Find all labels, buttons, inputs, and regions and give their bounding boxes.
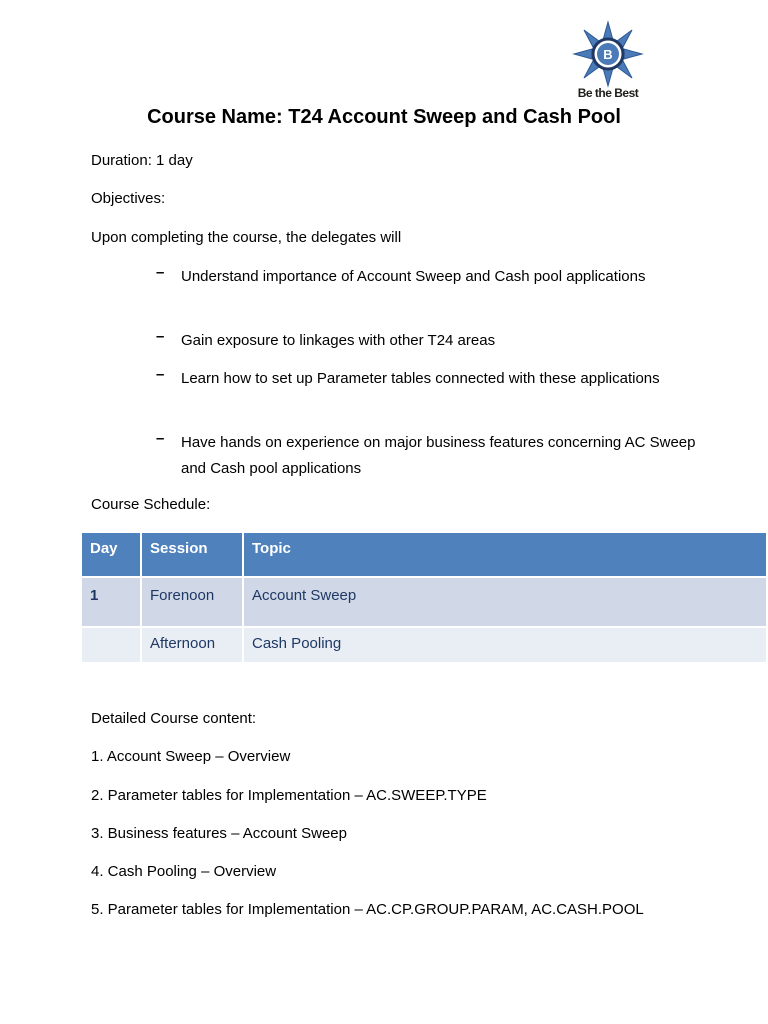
list-item: 1. Account Sweep – Overview	[91, 748, 291, 765]
bullet-item: Gain exposure to linkages with other T24 areas	[181, 332, 496, 349]
table-header-topic: Topic	[243, 533, 767, 577]
logo-letter: B	[603, 47, 613, 62]
list-item: 3. Business features – Account Sweep	[91, 825, 347, 842]
page-title: Course Name: T24 Account Sweep and Cash Pool	[147, 106, 621, 128]
sun-star-icon	[572, 20, 644, 88]
logo	[566, 20, 650, 102]
bullet-item: Learn how to set up Parameter tables connected with these applications	[181, 370, 660, 387]
bullet-item: Understand importance of Account Sweep and Cash pool applications	[181, 268, 646, 285]
list-item: 5. Parameter tables for Implementation – AC.CP.GROUP.PARAM, AC.CASH.POOL	[91, 901, 644, 918]
table-header-session: Session	[141, 533, 243, 577]
table-cell-session: Afternoon	[141, 627, 243, 663]
table-row	[82, 577, 767, 627]
table-row	[82, 627, 767, 663]
list-item: 4. Cash Pooling – Overview	[91, 863, 277, 880]
bullet-item: Have hands on experience on major business features concerning AC Sweep and Cash pool applications	[181, 434, 696, 477]
table-header-day: Day	[82, 533, 141, 577]
table-cell-day: 1	[82, 577, 141, 627]
schedule-table	[82, 533, 768, 664]
table-cell-topic: Account Sweep	[243, 577, 767, 627]
intro-text: Upon completing the course, the delegates will	[91, 229, 402, 246]
bullet-dash: –	[156, 328, 165, 345]
schedule-label: Course Schedule:	[91, 496, 211, 513]
logo-text: Be the Best	[577, 86, 639, 100]
table-cell-topic: Cash Pooling	[243, 627, 767, 663]
content-label: Detailed Course content:	[91, 710, 257, 727]
bullet-dash: –	[156, 264, 165, 281]
duration-text: Duration: 1 day	[91, 152, 193, 169]
list-item: 2. Parameter tables for Implementation – AC.SWEEP.TYPE	[91, 787, 487, 804]
table-cell-day	[82, 627, 141, 663]
objectives-label: Objectives:	[91, 190, 166, 207]
table-cell-session: Forenoon	[141, 577, 243, 627]
bullet-dash: –	[156, 430, 165, 447]
bullet-dash: –	[156, 366, 165, 383]
